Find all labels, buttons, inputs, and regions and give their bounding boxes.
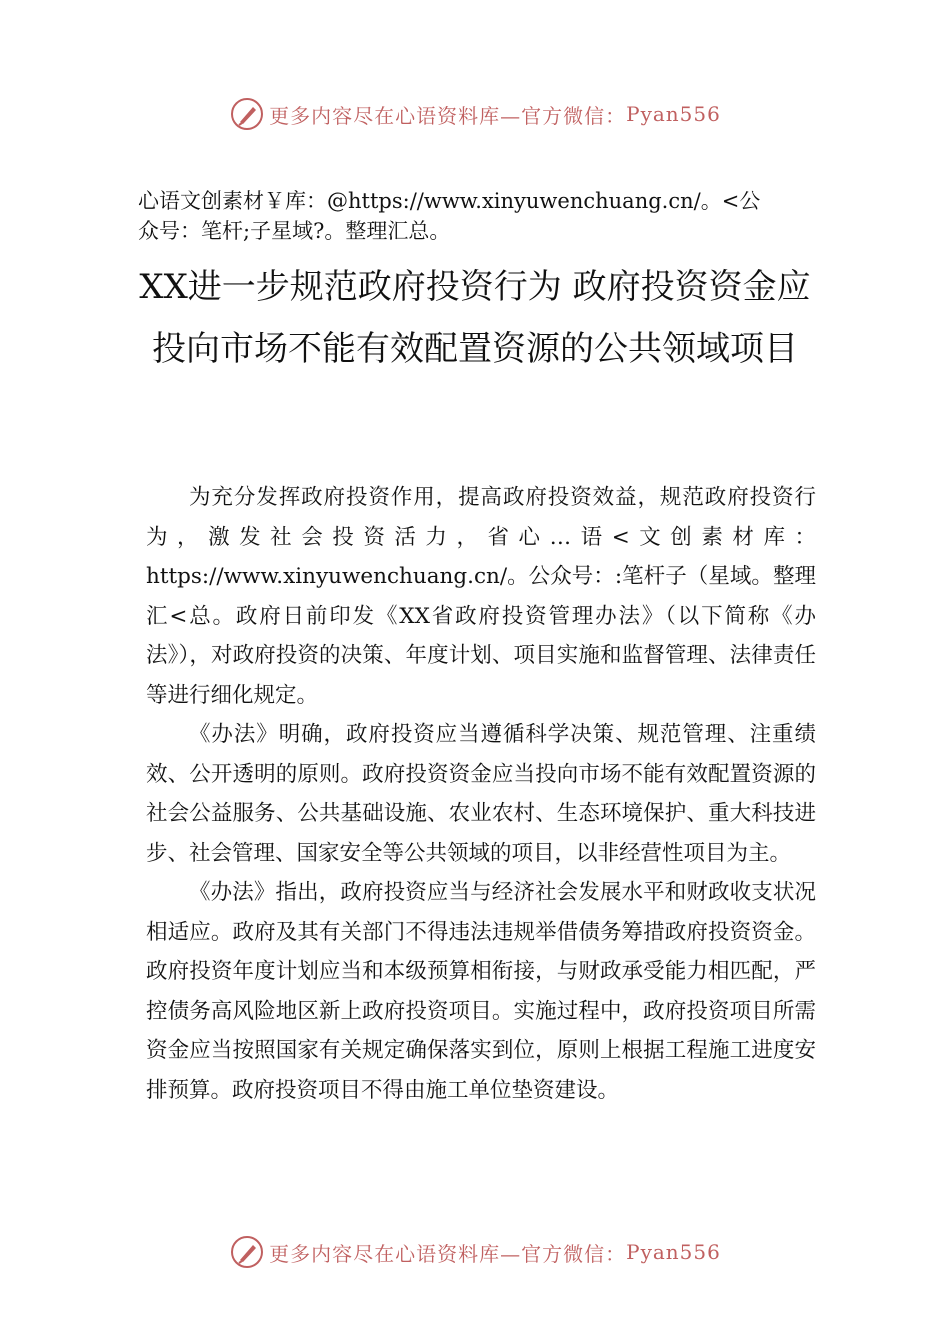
pen-seal-icon xyxy=(229,1234,265,1270)
source-note: 心语文创素材￥库：@https://www.xinyuwenchuang.cn/。<公 众号：笔杆;子星域?。整理汇总。 xyxy=(138,189,761,243)
banner-text: 更多内容尽在心语资料库—官方微信： xyxy=(269,1241,627,1266)
paragraph: 《办法》明确，政府投资应当遵循科学决策、规范管理、注重绩效、公开透明的原则。政府投资资金应当投向市场不能有效配置资源的社会公益服务、公共基础设施、农业农村、生态环境保护、重大科技进步、社会管理、国家安全等公共领域的项目，以非经营性项目为主。 xyxy=(146,722,816,866)
paragraph: 为充分发挥政府投资作用，提高政府投资效益，规范政府投资行为，激发社会投资活力，省心…语<文创素材库：https://www.xinyuwenchuang.cn/。公众号：:笔杆子（星域。整理汇<总。政府日前印发《XX省政府投资管理办法》（以下简称《办法》），对政府投资的决策、年度计划、项目实施和监督管理、法律责任等进行细化规定。 xyxy=(146,485,816,708)
document-body xyxy=(146,478,816,1110)
wechat-id[interactable]: Pyan556 xyxy=(626,102,721,126)
wechat-id[interactable]: Pyan556 xyxy=(626,1240,721,1264)
paragraph: 《办法》指出，政府投资应当与经济社会发展水平和财政收支状况相适应。政府及其有关部门不得违法违规举借债务筹措政府投资资金。政府投资年度计划应当和本级预算相衔接，与财政承受能力相匹配，严控债务高风险地区新上政府投资项目。实施过程中，政府投资项目所需资金应当按照国家有关规定确保落实到位，原则上根据工程施工进度安排预算。政府投资项目不得由施工单位垫资建设。 xyxy=(146,880,816,1103)
banner-text: 更多内容尽在心语资料库—官方微信： xyxy=(269,103,627,128)
header-banner xyxy=(0,94,950,134)
footer-banner xyxy=(0,1232,950,1272)
pen-seal-icon xyxy=(229,96,265,132)
document-title: XX进一步规范政府投资行为 政府投资资金应投向市场不能有效配置资源的公共领域项目 xyxy=(139,267,811,369)
